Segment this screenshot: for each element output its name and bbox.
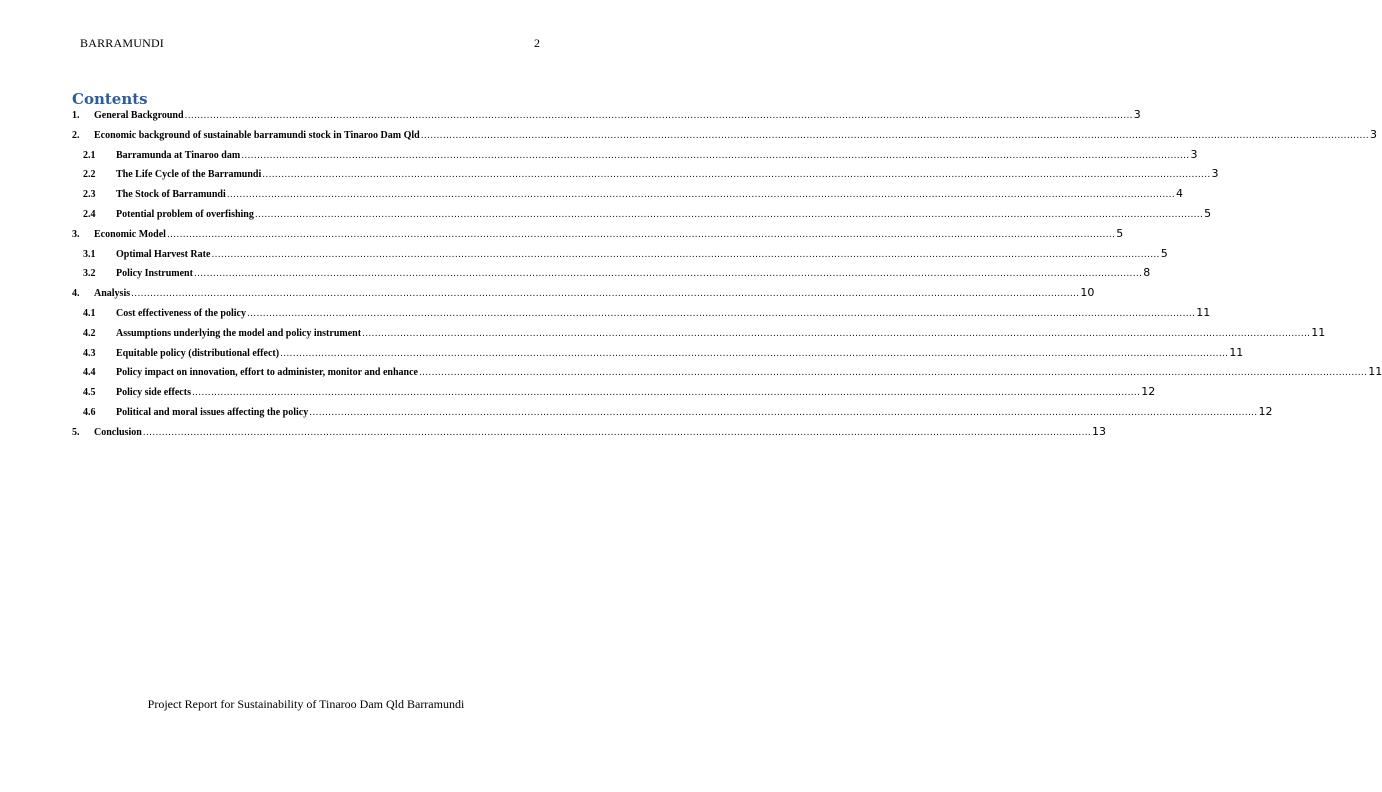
toc-entry-label: Political and moral issues affecting the policy [116,406,309,418]
toc-entry-page: 5 [1204,206,1212,220]
toc-entry-number: 3.2 [83,268,96,280]
toc-entry-label: Assumptions underlying the model and policy instrument [116,327,362,339]
toc-entry[interactable] [72,167,1219,187]
toc-entry-page: 3 [1369,127,1377,141]
toc-entry-page: 3 [1133,108,1141,121]
toc-dot-leader: ............................................................................................................................................................................................................................................................................................................ [211,249,1160,260]
toc-entry[interactable] [72,404,1273,425]
toc-entry-label: Potential problem of overfishing [116,208,254,220]
toc-entry-label: Policy Instrument [116,268,193,280]
toc-entry-number: 2.1 [83,149,96,161]
toc-entry-page: 4 [1175,187,1183,201]
toc-entry-label: Economic background of sustainable barramundi stock in Tinaroo Dam Qld [94,129,420,141]
toc-entry[interactable] [72,127,1377,148]
toc-entry-number: 3.1 [83,248,96,260]
toc-entry-page: 11 [1368,365,1382,379]
page-number: 2 [534,36,540,50]
toc-dot-leader: ............................................................................................................................................................................................................................................................................................................ [184,111,1133,121]
toc-dot-leader: ............................................................................................................................................................................................................................................................................................................ [131,289,1080,300]
toc-entry-label: Barramunda at Tinaroo dam [116,149,241,161]
toc-entry[interactable] [72,365,1382,385]
toc-dot-leader: ............................................................................................................................................................................................................................................................................................................ [362,328,1311,339]
toc-entry-number: 4.3 [83,347,96,359]
toc-entry[interactable] [72,226,1124,247]
toc-entry-label: Policy impact on innovation, effort to administer, monitor and enhance [116,367,418,379]
toc-entry-page: 13 [1092,424,1107,438]
table-of-contents [72,108,1382,445]
toc-dot-leader: ............................................................................................................................................................................................................................................................................................................ [191,388,1141,399]
toc-entry-label: Equitable policy (distributional effect) [116,347,280,359]
toc-entry-label: The Stock of Barramundi [116,189,226,201]
toc-entry-number: 2.3 [83,189,96,201]
page-footer: Project Report for Sustainability of Tinaroo Dam Qld Barramundi [147,697,465,711]
toc-entry-label: The Life Cycle of the Barramundi [116,169,262,181]
toc-dot-leader: ............................................................................................................................................................................................................................................................................................................ [241,150,1190,161]
toc-dot-leader: ............................................................................................................................................................................................................................................................................................................ [280,348,1229,359]
toc-entry-number: 4.5 [83,387,96,399]
toc-entry-number: 4.4 [83,367,96,379]
toc-entry-number: 4.1 [83,307,96,319]
toc-entry-number: 3. [72,228,80,240]
toc-entry[interactable] [72,266,1151,286]
toc-entry-label: Optimal Harvest Rate [116,248,211,260]
toc-entry-label: Economic Model [94,228,166,240]
toc-entry[interactable] [72,424,1107,445]
toc-entry-number: 2.2 [83,169,96,181]
toc-entry[interactable] [72,246,1168,267]
toc-entry-label: Conclusion [94,426,142,438]
toc-entry-page: 10 [1080,286,1095,300]
toc-dot-leader: ............................................................................................................................................................................................................................................................................................................ [246,308,1196,319]
toc-dot-leader: ............................................................................................................................................................................................................................................................................................................ [142,427,1092,438]
toc-entry[interactable] [72,325,1326,346]
toc-entry-page: 3 [1211,167,1219,181]
toc-entry-page: 11 [1196,305,1211,319]
toc-entry-page: 11 [1311,325,1326,339]
toc-entry-page: 5 [1160,246,1168,260]
toc-entry-page: 8 [1143,266,1151,280]
toc-entry[interactable] [72,345,1244,366]
toc-dot-leader: ............................................................................................................................................................................................................................................................................................................ [193,269,1143,280]
toc-entry-number: 4. [72,288,80,300]
toc-dot-leader: ............................................................................................................................................................................................................................................................................................................ [309,407,1258,418]
toc-heading: Contents [72,90,148,108]
toc-entry-page: 5 [1116,226,1124,240]
toc-entry-label: Analysis [94,288,131,300]
toc-entry-number: 4.2 [83,327,96,339]
toc-entry-number: 4.6 [83,406,96,418]
toc-entry-number: 2. [72,129,80,141]
toc-entry[interactable] [72,286,1095,306]
toc-entry[interactable] [72,187,1183,207]
toc-entry-page: 11 [1229,345,1244,359]
toc-entry-number: 2.4 [83,208,96,220]
toc-entry-label: General Background [94,110,184,121]
toc-entry-page: 3 [1190,147,1198,161]
toc-entry[interactable] [72,206,1212,227]
toc-entry-number: 1. [72,110,80,121]
toc-entry-label: Cost effectiveness of the policy [116,307,246,319]
toc-dot-leader: ............................................................................................................................................................................................................................................................................................................ [226,190,1175,201]
toc-entry[interactable] [72,108,1141,128]
toc-dot-leader: ............................................................................................................................................................................................................................................................................................................ [254,209,1204,220]
toc-entry-page: 12 [1258,404,1273,418]
toc-entry[interactable] [72,305,1211,326]
toc-dot-leader: ............................................................................................................................................................................................................................................................................................................ [418,368,1368,379]
toc-entry-number: 5. [72,426,80,438]
toc-entry[interactable] [72,385,1156,405]
toc-entry-page: 12 [1141,385,1156,399]
toc-dot-leader: ............................................................................................................................................................................................................................................................................................................ [262,170,1211,181]
toc-entry-label: Policy side effects [116,387,191,399]
toc-dot-leader: ............................................................................................................................................................................................................................................................................................................ [420,130,1369,141]
running-header-title: BARRAMUNDI [80,36,165,50]
toc-entry[interactable] [72,147,1198,168]
toc-dot-leader: ............................................................................................................................................................................................................................................................................................................ [166,229,1116,240]
